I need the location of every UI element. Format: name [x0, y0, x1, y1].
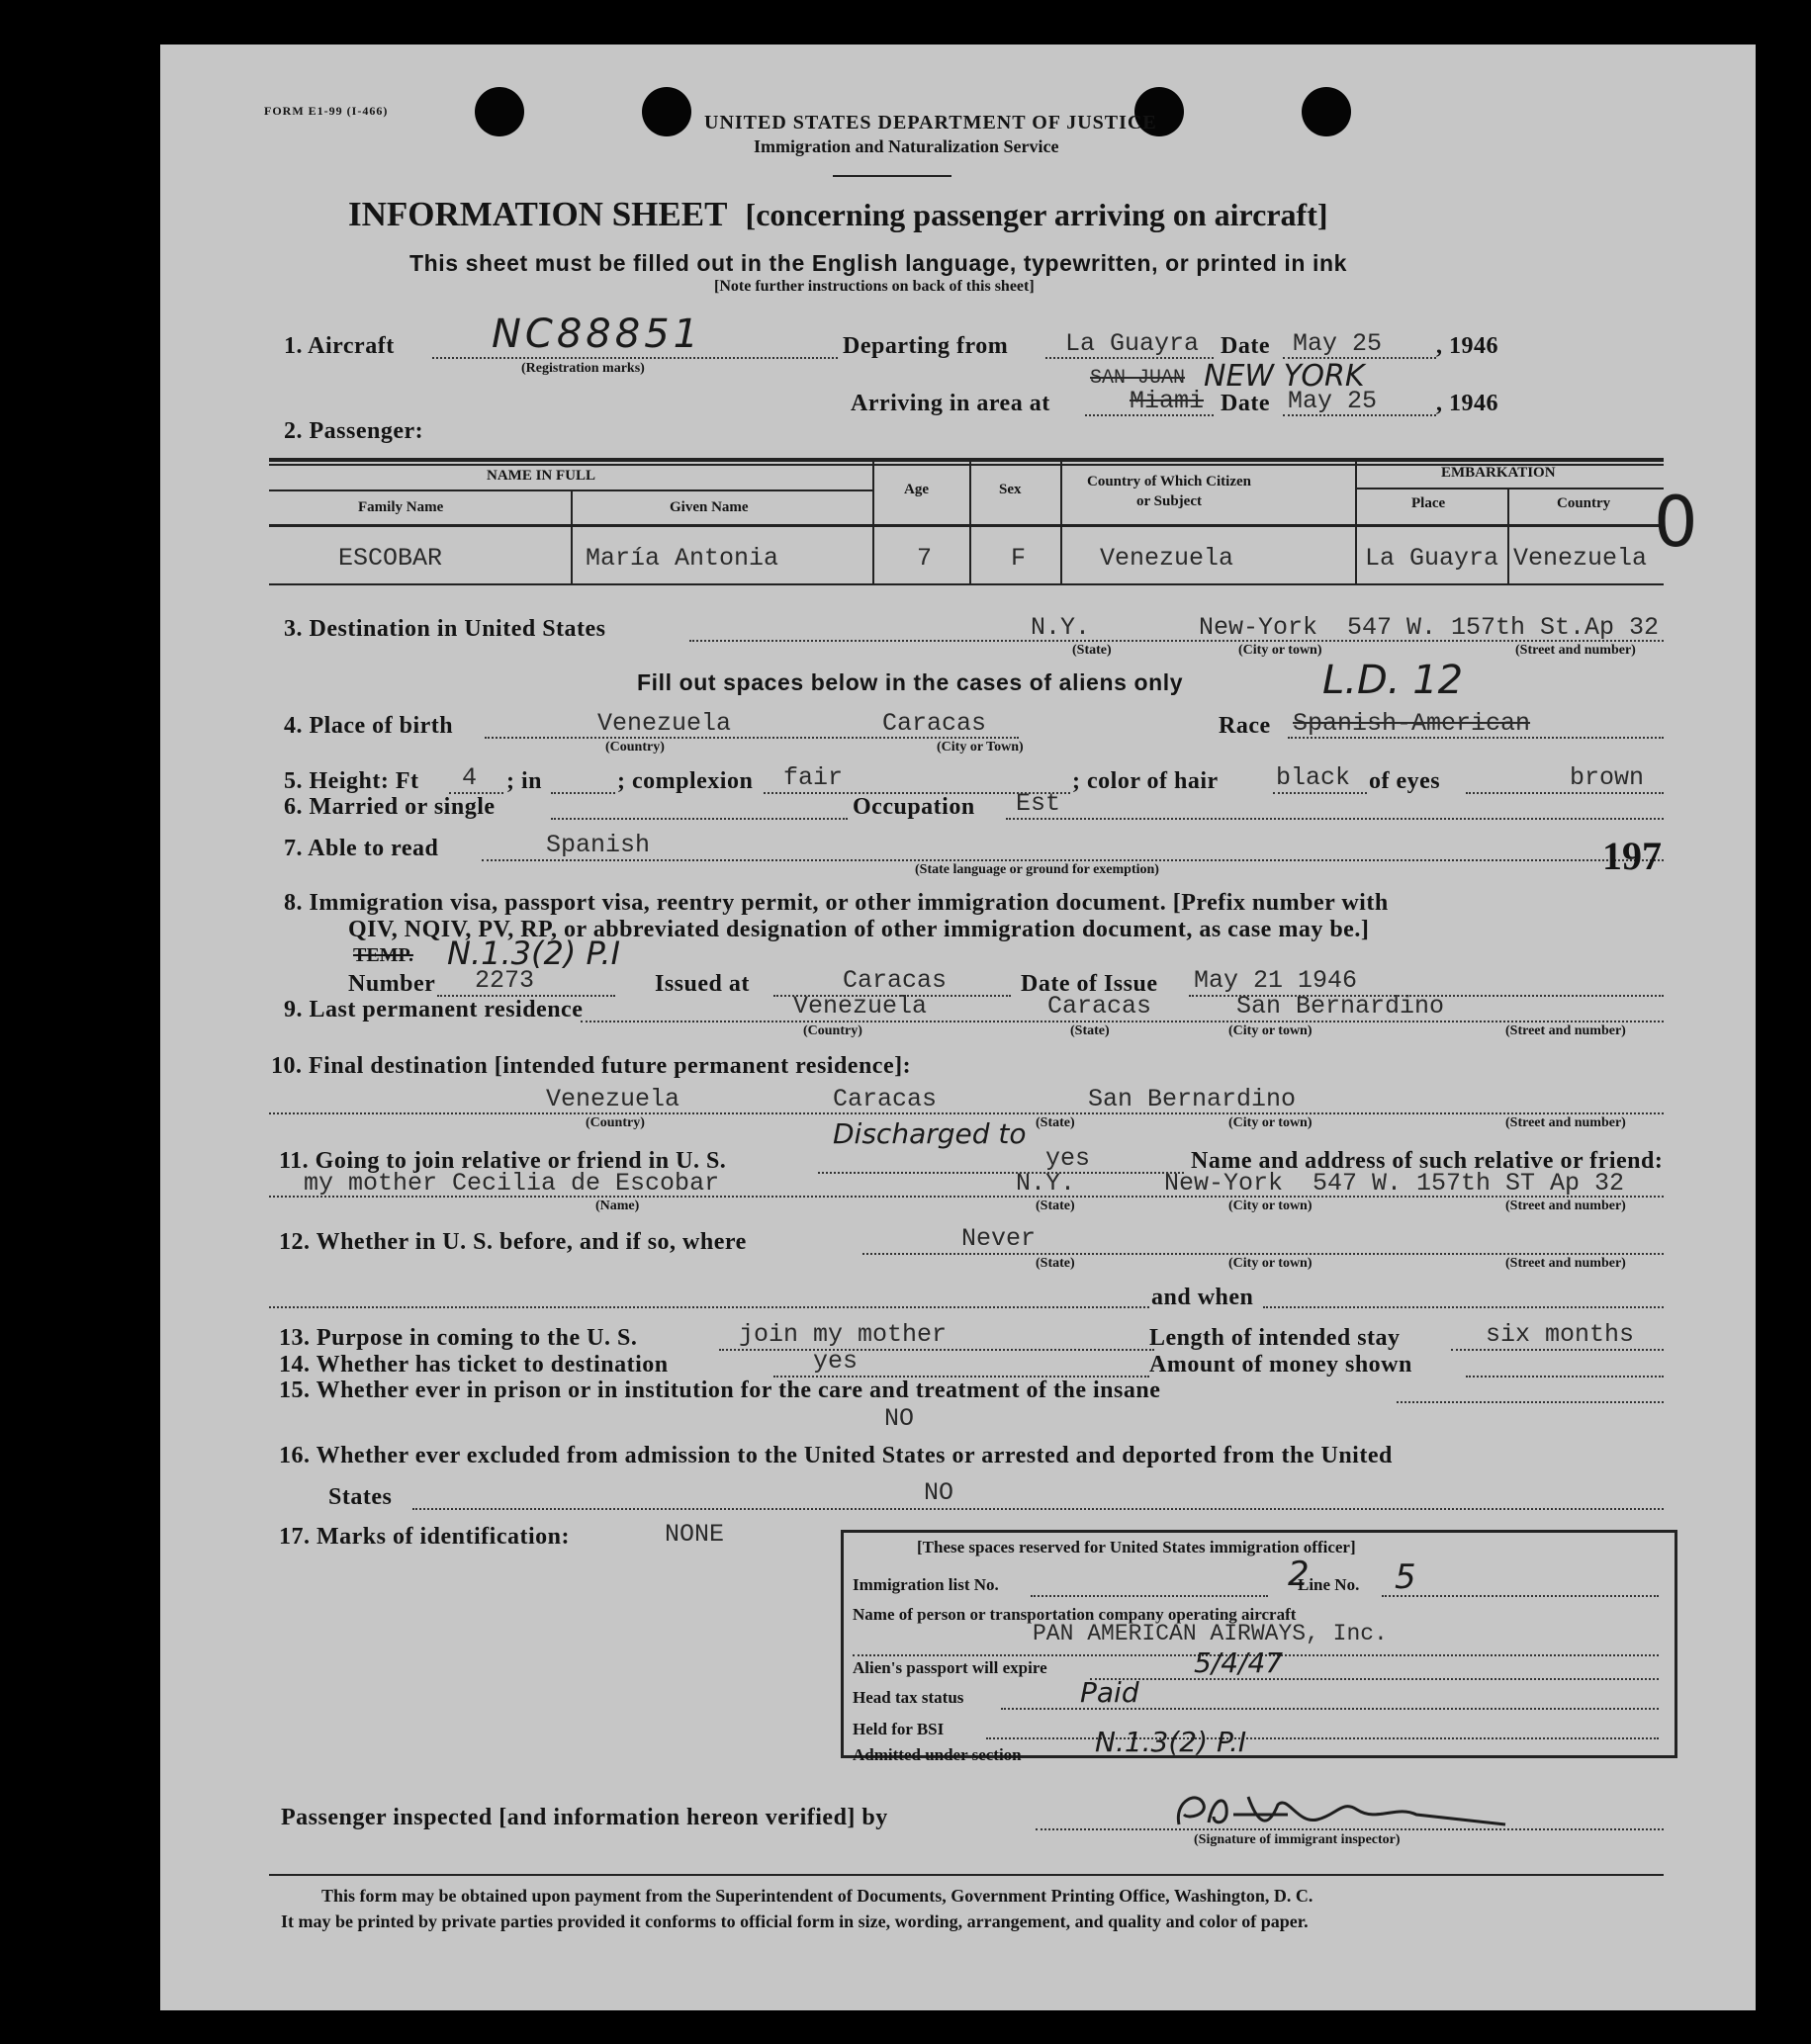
passenger-label: 2. Passenger: [284, 418, 424, 444]
service-name: Immigration and Naturalization Service [754, 136, 1059, 156]
height-label: 5. Height: Ft [284, 768, 419, 794]
last-residence-country: Venezuela [793, 992, 928, 1021]
line-number: 5 [1395, 1557, 1416, 1597]
instruction-text: This sheet must be filled out in the English language, typewritten, or printed in ink [409, 250, 1348, 276]
title-sub: [concerning passenger arriving on aircraft] [745, 197, 1328, 232]
read-value: Spanish [546, 831, 651, 859]
previous-value: Never [961, 1224, 1037, 1253]
arriving-struck: SAN JUAN [1090, 367, 1186, 390]
previous-label: 12. Whether in U. S. before, and if so, where [279, 1229, 747, 1255]
read-stamp: 197 [1602, 834, 1662, 878]
stay-value: six months [1486, 1320, 1635, 1349]
height-ft: 4 [462, 763, 478, 792]
header-name-in-full: NAME IN FULL [487, 468, 596, 484]
caption-street: (Street and number) [1505, 1115, 1626, 1130]
head-tax-label: Head tax status [853, 1688, 964, 1707]
document-label: 8. Immigration visa, passport visa, reentry permit, or other immigration document. [Prefix number with [284, 890, 1389, 916]
and-when-line [1263, 1306, 1664, 1308]
document-label-2: QIV, NQIV, PV, RP, or abbreviated designation of other immigration document, as case may be.] [348, 917, 1370, 942]
admitted-label: Admitted under section [853, 1745, 1022, 1764]
ticket-value: yes [813, 1347, 859, 1376]
hair-line [1273, 792, 1367, 794]
date-issue-label: Date of Issue [1021, 971, 1158, 997]
arriving-struck-2: Miami [1130, 387, 1205, 415]
caption-state: (State) [1036, 1115, 1075, 1130]
final-destination-state: Caracas [833, 1085, 938, 1113]
destination-city: New-York [1199, 613, 1318, 642]
document-number: 2273 [475, 966, 535, 995]
aircraft-line [432, 357, 838, 359]
join-city: New-York [1164, 1169, 1284, 1198]
complexion-label: ; complexion [617, 768, 754, 794]
inspector-signature [1169, 1785, 1525, 1839]
departing-year: , 1946 [1436, 333, 1498, 359]
caption-state: (State) [1036, 1199, 1075, 1213]
caption-city: (City or town) [1228, 1199, 1313, 1213]
caption-street: (Street and number) [1515, 643, 1636, 658]
officer-box-heading: [These spaces reserved for United States immigration officer] [917, 1538, 1356, 1556]
join-street: 547 W. 157th ST Ap 32 [1313, 1169, 1625, 1198]
list-number: 2 [1288, 1555, 1310, 1594]
stay-label: Length of intended stay [1149, 1325, 1401, 1351]
caption-country: (Country) [605, 740, 665, 755]
arriving-date: May 25 [1288, 387, 1378, 415]
occupation-value: Est [1016, 789, 1061, 818]
passport-expiry: 5/4/47 [1194, 1646, 1284, 1679]
destination-state: N.Y. [1031, 613, 1091, 642]
eyes-label: of eyes [1369, 768, 1441, 794]
read-line [482, 859, 1664, 861]
join-handwritten: Discharged to [833, 1117, 1027, 1150]
embark-country: Venezuela [1513, 544, 1648, 573]
excluded-label: 16. Whether ever excluded from admission to the United States or arrested and deported from the United [279, 1443, 1393, 1468]
excluded-line [412, 1508, 1664, 1510]
embark-place: La Guayra [1365, 544, 1499, 573]
title-main: INFORMATION SHEET [348, 195, 727, 233]
department-name: UNITED STATES DEPARTMENT OF JUSTICE [704, 112, 1157, 133]
join-label: 11. Going to join relative or friend in U. S. [279, 1148, 727, 1174]
height-in-line [551, 792, 615, 794]
arriving-year: , 1946 [1436, 391, 1498, 416]
inspection-label: Passenger inspected [and information hereon verified] by [281, 1805, 888, 1830]
money-label: Amount of money shown [1149, 1352, 1412, 1377]
issued-at: Caracas [843, 966, 948, 995]
list-line [1031, 1595, 1268, 1597]
last-residence-state: Caracas [1047, 992, 1152, 1021]
admitted-section: N.1.3(2) P.I [1095, 1726, 1247, 1758]
document-handwritten: N.1.3(2) P.I [447, 934, 620, 972]
marks-label: 17. Marks of identification: [279, 1524, 570, 1550]
join-value: yes [1045, 1144, 1091, 1173]
marks-value: NONE [665, 1520, 725, 1549]
header-place: Place [1411, 495, 1446, 511]
caption-state: (State) [1070, 1023, 1110, 1038]
final-destination-line [269, 1112, 1664, 1114]
header-rule [833, 175, 951, 177]
stay-line [1451, 1349, 1664, 1351]
caption-state: (State) [1072, 643, 1112, 658]
inspection-caption: (Signature of immigrant inspector) [1194, 1832, 1401, 1847]
punch-hole [475, 87, 524, 136]
temp-label: TEMP. [353, 944, 413, 966]
punch-hole [1302, 87, 1351, 136]
caption-street: (Street and number) [1505, 1023, 1626, 1038]
head-tax-value: Paid [1080, 1676, 1139, 1709]
citizen-of: Venezuela [1100, 544, 1234, 573]
caption-country: (Country) [803, 1023, 862, 1038]
margin-mark: 0 [1654, 482, 1698, 563]
table-bottom-rule [269, 583, 1664, 585]
eyes-value: brown [1570, 763, 1645, 792]
family-name: ESCOBAR [338, 544, 443, 573]
purpose-value: join my mother [739, 1320, 948, 1349]
excluded-value: NO [924, 1478, 954, 1507]
header-country: Country of Which Citizen or Subject [1087, 474, 1251, 509]
punch-hole [642, 87, 691, 136]
hair-value: black [1276, 763, 1351, 792]
passport-label: Alien's passport will expire [853, 1658, 1047, 1677]
ticket-label: 14. Whether has ticket to destination [279, 1352, 669, 1377]
departing-label: Departing from [843, 333, 1009, 359]
eyes-line [1466, 792, 1664, 794]
arriving-date-label: Date [1221, 391, 1270, 416]
header-given-name: Given Name [670, 499, 749, 515]
caption-city: (City or town) [1228, 1256, 1313, 1271]
hair-label: ; color of hair [1072, 768, 1219, 794]
footer-line-1: This form may be obtained upon payment from the Superintendent of Documents, Government Printing Office, Washington, D. C. [321, 1886, 1313, 1906]
caption-street: (Street and number) [1505, 1199, 1626, 1213]
complexion-value: fair [783, 763, 844, 792]
bsi-label: Held for BSI [853, 1720, 945, 1738]
caption-street: (Street and number) [1505, 1256, 1626, 1271]
final-destination-city: San Bernardino [1088, 1085, 1297, 1113]
occupation-label: Occupation [853, 794, 975, 820]
birth-country: Venezuela [597, 709, 732, 738]
arriving-at: NEW YORK [1204, 359, 1365, 394]
departing-date-label: Date [1221, 333, 1270, 359]
money-line [1466, 1376, 1664, 1377]
caption-country: (Country) [586, 1115, 645, 1130]
height-in-label: ; in [506, 768, 543, 794]
passport-line [1090, 1678, 1659, 1680]
caption-city: (City or town) [1228, 1023, 1313, 1038]
race-label: Race [1219, 713, 1271, 739]
operator-value: PAN AMERICAN AIRWAYS, Inc. [1033, 1621, 1388, 1646]
last-residence-label: 9. Last permanent residence [284, 997, 584, 1022]
and-when-line-left [269, 1306, 1149, 1308]
read-caption: (State language or ground for exemption) [915, 862, 1159, 877]
header-sex: Sex [999, 482, 1022, 497]
embark-header-rule [1357, 488, 1664, 489]
and-when-label: and when [1151, 1285, 1254, 1310]
departing-date: May 25 [1293, 329, 1383, 358]
caption-city: (City or town) [1238, 643, 1322, 658]
number-label: Number [348, 971, 436, 997]
occupation-line [1006, 818, 1664, 820]
prison-line [1397, 1401, 1664, 1403]
final-destination-label: 10. Final destination [intended future permanent residence]: [271, 1053, 912, 1079]
list-label: Immigration list No. [853, 1575, 999, 1594]
caption-city: (City or Town) [937, 740, 1024, 755]
aliens-heading: Fill out spaces below in the cases of aliens only [637, 669, 1184, 695]
married-label: 6. Married or single [284, 794, 496, 820]
operator-label: Name of person or transportation company operating aircraft [853, 1605, 1297, 1624]
caption-state: (State) [1036, 1256, 1075, 1271]
join-state: N.Y. [1016, 1169, 1076, 1198]
page-title [348, 195, 1328, 234]
col-rule [1355, 460, 1357, 585]
passenger-age: 7 [917, 544, 933, 573]
read-label: 7. Able to read [284, 836, 439, 861]
prison-label: 15. Whether ever in prison or in institution for the care and treatment of the insane [279, 1377, 1161, 1403]
footer-rule [269, 1874, 1664, 1876]
header-emb-country: Country [1557, 495, 1611, 511]
col-rule [1060, 460, 1062, 585]
col-rule [571, 491, 573, 585]
join-name: my mother Cecilia de Escobar [304, 1169, 720, 1198]
document-sheet [160, 44, 1756, 2010]
birth-city: Caracas [882, 709, 987, 738]
excluded-label-2: States [328, 1484, 393, 1510]
destination-street: 547 W. 157th St.Ap 32 [1347, 613, 1660, 642]
caption-name: (Name) [595, 1199, 640, 1213]
race-value: Spanish-American [1293, 709, 1531, 738]
table-mid-rule [269, 524, 1664, 527]
passenger-sex: F [1011, 544, 1027, 573]
issued-label: Issued at [655, 971, 750, 997]
header-family-name: Family Name [358, 499, 444, 515]
line-line [1382, 1595, 1659, 1597]
instruction-note: [Note further instructions on back of this sheet] [714, 278, 1035, 295]
prison-value: NO [884, 1404, 915, 1433]
col-rule [1507, 489, 1509, 585]
married-line [551, 818, 848, 820]
header-age: Age [904, 482, 929, 497]
name-address-label: Name and address of such relative or friend: [1191, 1148, 1664, 1174]
arriving-label: Arriving in area at [851, 391, 1050, 416]
col-rule [969, 460, 971, 585]
registration-caption: (Registration marks) [521, 361, 645, 376]
passenger-top-rule [269, 458, 1664, 462]
destination-label: 3. Destination in United States [284, 616, 606, 642]
line-label: Line No. [1298, 1575, 1360, 1594]
aircraft-registration: NC88851 [492, 311, 703, 357]
footer-line-2: It may be printed by private parties provided it conforms to official form in size, wording, arrangement, and quality and color of paper. [281, 1911, 1309, 1931]
join-line [818, 1172, 1184, 1174]
col-rule [872, 460, 874, 585]
final-destination-country: Venezuela [546, 1085, 680, 1113]
aliens-handwritten: L.D. 12 [1322, 658, 1464, 703]
purpose-line [719, 1349, 1154, 1351]
caption-city: (City or town) [1228, 1115, 1313, 1130]
date-issue: May 21 1946 [1194, 966, 1358, 995]
given-name: María Antonia [586, 544, 779, 573]
form-number: FORM E1-99 (I-466) [264, 104, 389, 118]
departing-from: La Guayra [1065, 329, 1200, 358]
last-residence-line [581, 1021, 1664, 1022]
aircraft-label: 1. Aircraft [284, 333, 395, 359]
header-embarkation: EMBARKATION [1441, 465, 1556, 481]
birth-label: 4. Place of birth [284, 713, 454, 739]
bsi-line [986, 1737, 1659, 1739]
purpose-label: 13. Purpose in coming to the U. S. [279, 1325, 638, 1351]
last-residence-city: San Bernardino [1236, 992, 1445, 1021]
previous-line [862, 1253, 1664, 1255]
